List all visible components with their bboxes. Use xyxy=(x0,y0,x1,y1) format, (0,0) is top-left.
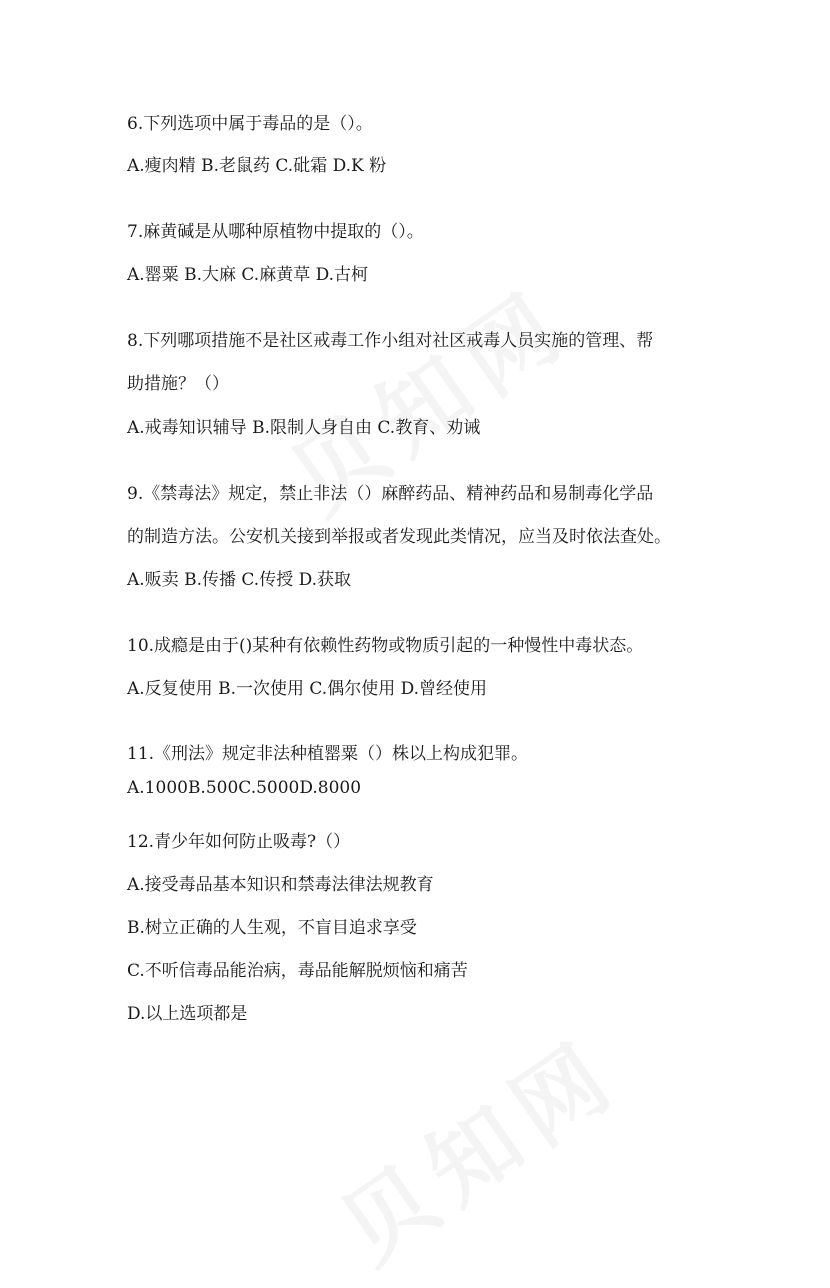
option-12-d: D.以上选项都是 xyxy=(127,1004,248,1024)
options-8: A.戒毒知识辅导 B.限制人身自由 C.教育、劝诫 xyxy=(127,418,481,438)
options-10: A.反复使用 B.一次使用 C.偶尔使用 D.曾经使用 xyxy=(127,679,488,699)
question-6: 6.下列选项中属于毒品的是（）。 xyxy=(127,114,373,134)
question-10: 10.成瘾是由于()某种有依赖性药物或物质引起的一种慢性中毒状态。 xyxy=(127,636,644,656)
options-7: A.罂粟 B.大麻 C.麻黄草 D.古柯 xyxy=(127,265,369,285)
question-9-continued: 的制造方法。公安机关接到举报或者发现此类情况，应当及时依法查处。 xyxy=(127,527,671,547)
question-7: 7.麻黄碱是从哪种原植物中提取的（）。 xyxy=(127,222,424,242)
option-12-a: A.接受毒品基本知识和禁毒法律法规教育 xyxy=(127,875,434,895)
options-9: A.贩卖 B.传播 C.传授 D.获取 xyxy=(127,570,352,590)
question-9: 9.《禁毒法》规定，禁止非法（）麻醉药品、精神药品和易制毒化学品 xyxy=(127,484,654,504)
option-12-b: B.树立正确的人生观，不盲目追求享受 xyxy=(127,918,417,938)
question-8: 8.下列哪项措施不是社区戒毒工作小组对社区戒毒人员实施的管理、帮 xyxy=(127,331,654,351)
watermark xyxy=(311,1002,641,1287)
options-6: A.瘦肉精 B.老鼠药 C.砒霜 D.K 粉 xyxy=(127,156,387,176)
question-11: 11.《刑法》规定非法种植罂粟（）株以上构成犯罪。 xyxy=(127,744,529,764)
options-11: A.1000B.500C.5000D.8000 xyxy=(127,778,362,798)
question-8-continued: 助措施？（） xyxy=(127,374,229,394)
option-12-c: C.不听信毒品能治病，毒品能解脱烦恼和痛苦 xyxy=(127,961,468,981)
question-12: 12.青少年如何防止吸毒?（） xyxy=(127,832,351,852)
